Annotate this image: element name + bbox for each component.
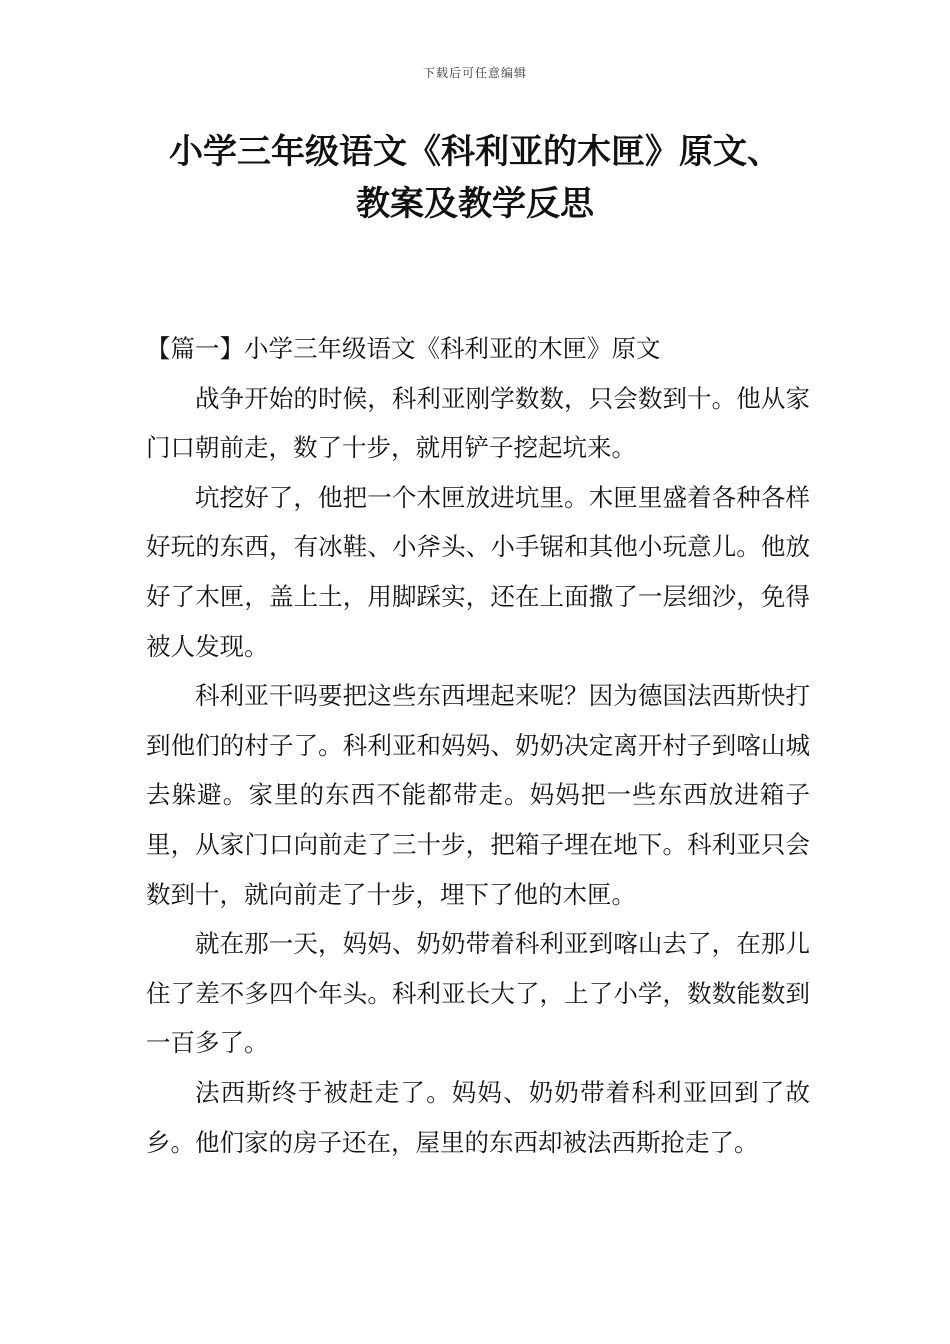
paragraph-3: 科利亚干吗要把这些东西埋起来呢？因为德国法西斯快打到他们的村子了。科利亚和妈妈、奶奶决定离开村子到喀山城去躲避。家里的东西不能都带走。妈妈把一些东西放进箱子里，从家门口向前走了三十步，把箱子埋在地下。科利亚只会数到十，就向前走了十步，埋下了他的木匣。 xyxy=(146,681,810,909)
paragraph-1: 战争开始的时候，科利亚刚学数数，只会数到十。他从家门口朝前走，数了十步，就用铲子挖起坑来。 xyxy=(146,383,810,463)
paragraph-5: 法西斯终于被赶走了。妈妈、奶奶带着科利亚回到了故乡。他们家的房子还在，屋里的东西却被法西斯抢走了。 xyxy=(146,1077,810,1157)
document-body xyxy=(146,324,810,1167)
paragraph-4: 就在那一天，妈妈、奶奶带着科利亚到喀山去了，在那儿住了差不多四个年头。科利亚长大了，上了小学，数数能数到一百多了。 xyxy=(146,929,810,1058)
paragraph-2: 坑挖好了，他把一个木匣放进坑里。木匣里盛着各种各样好玩的东西，有冰鞋、小斧头、小手锯和其他小玩意儿。他放好了木匣，盖上土，用脚踩实，还在上面撒了一层细沙，免得被人发现。 xyxy=(146,482,810,661)
document-title xyxy=(110,126,840,230)
section-heading: 【篇一】小学三年级语文《科利亚的木匣》原文 xyxy=(146,334,661,363)
header-note: 下载后可任意编辑 xyxy=(422,66,527,80)
document-title-line-1: 小学三年级语文《科利亚的木匣》原文、 xyxy=(169,132,781,172)
document-title-line-2: 教案及教学反思 xyxy=(356,184,594,224)
